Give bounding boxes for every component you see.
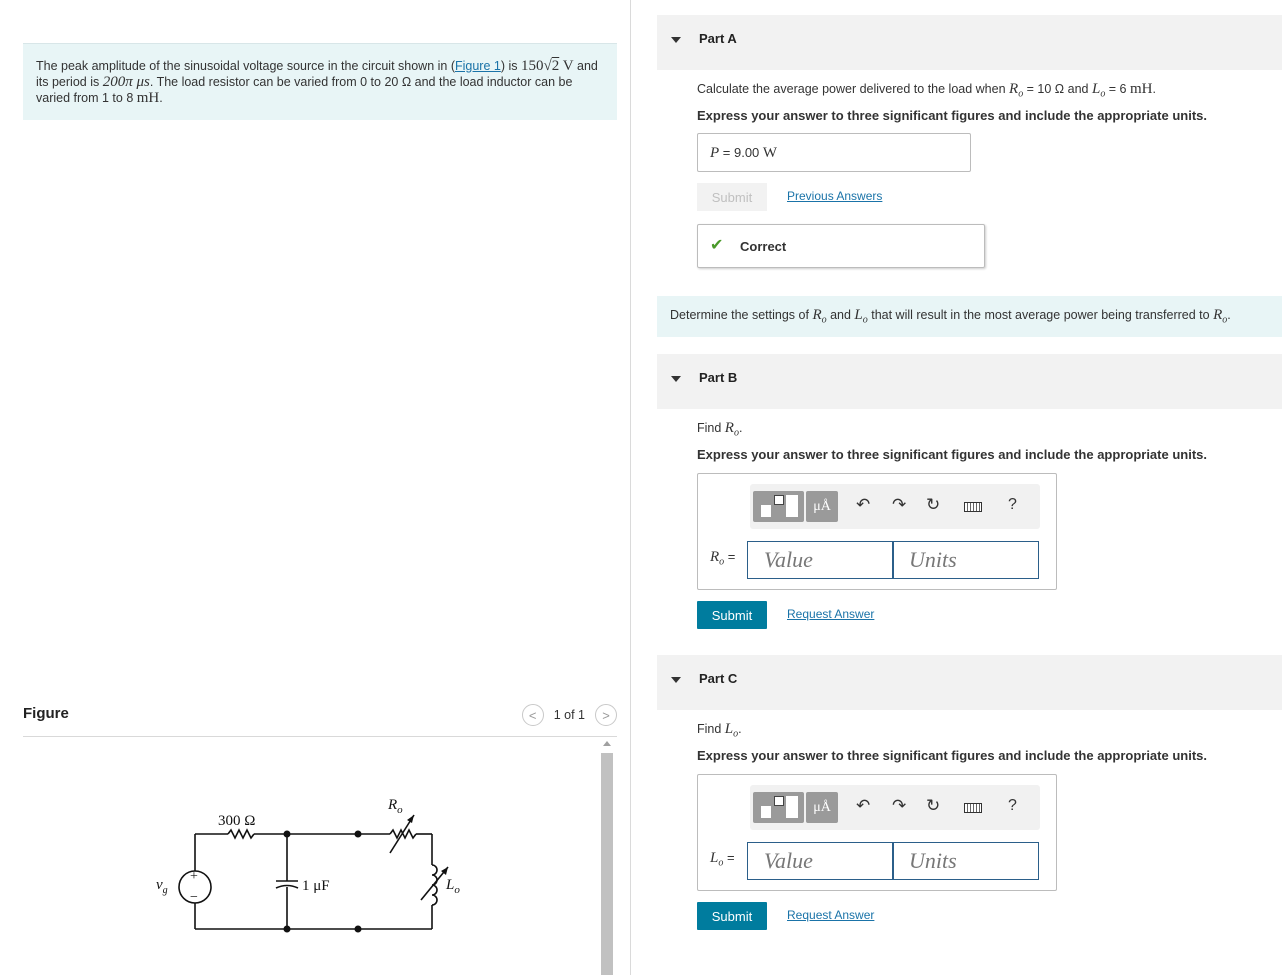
circuit-diagram [150, 785, 480, 945]
units-icon[interactable]: μÅ [806, 491, 838, 522]
pager-text: 1 of 1 [553, 708, 585, 722]
part-c-answer-editor [697, 774, 1057, 891]
value-input[interactable]: Value [747, 541, 894, 579]
r1-label: 300 Ω [218, 813, 256, 829]
l-value: = 6 [1105, 82, 1130, 96]
templates-icon[interactable] [753, 491, 804, 522]
part-a-answer [697, 133, 971, 172]
part-b-header[interactable] [657, 354, 1282, 409]
determine-instruction [657, 296, 1282, 337]
r-symbol: R [1009, 81, 1019, 97]
inductor-unit: mH [136, 90, 160, 106]
redo-icon[interactable]: ↷ [892, 495, 907, 514]
checkmark-icon: ✔ [710, 237, 724, 254]
part-c-instruction: Express your answer to three significant figures and include the appropriate units. [697, 748, 1207, 763]
help-icon[interactable]: ? [1008, 496, 1017, 513]
problem-intro [23, 43, 617, 120]
amp-unit: V [559, 58, 574, 74]
feedback-text: Correct [740, 239, 787, 254]
question-text: and [1064, 82, 1092, 96]
ro-label-sub: o [397, 804, 403, 816]
part-c-request-answer-link[interactable]: Request Answer [787, 908, 875, 922]
keyboard-icon[interactable] [964, 502, 982, 512]
r-symbol: R [812, 307, 822, 323]
intro-text: and its period is [36, 59, 598, 89]
vg-label [156, 877, 168, 896]
math-toolbar [750, 785, 1040, 830]
intro-text: The peak amplitude of the sinusoidal voltage source in the circuit shown in ( [36, 59, 455, 73]
ro-label-letter: R [388, 797, 398, 813]
collapse-triangle-icon[interactable] [671, 376, 681, 382]
chevron-right-icon: > [602, 707, 610, 723]
question-text: Find [697, 722, 725, 736]
redo-icon[interactable]: ↷ [892, 796, 907, 815]
l-subscript: o [862, 314, 868, 326]
answer-value: = 9.00 [719, 145, 763, 160]
part-c-submit-button[interactable]: Submit [697, 902, 767, 930]
part-a-header[interactable] [657, 15, 1282, 70]
reset-icon[interactable]: ↻ [926, 796, 941, 815]
r-subscript: o [1018, 88, 1024, 100]
column-divider [630, 0, 631, 975]
answer-variable: P [710, 145, 720, 161]
r-symbol: R [1213, 307, 1223, 323]
determine-text: that will result in the most average power being transferred to [867, 308, 1214, 322]
chevron-left-icon: < [528, 707, 537, 723]
units-input[interactable]: Units [892, 541, 1039, 579]
part-b-instruction: Express your answer to three significant figures and include the appropriate units. [697, 447, 1207, 462]
r-subscript: o [1222, 314, 1228, 326]
lo-label-letter: L [446, 877, 455, 893]
feedback-correct [697, 224, 985, 268]
part-a-label: Part A [699, 31, 737, 46]
minus-sign: − [190, 890, 198, 905]
r-subscript: o [733, 427, 739, 439]
figure-header [23, 704, 617, 737]
amplitude-value: 150√2 V [520, 58, 574, 74]
r-value: = 10 Ω [1023, 82, 1065, 96]
question-text: Calculate the average power delivered to the load when [697, 82, 1010, 96]
part-c-header[interactable] [657, 655, 1282, 710]
part-b-answer-editor [697, 473, 1057, 590]
prev-figure-button[interactable] [522, 704, 544, 726]
collapse-triangle-icon[interactable] [671, 677, 681, 683]
value-input[interactable]: Value [747, 842, 894, 880]
vg-label-sub: g [162, 885, 168, 896]
equals-sign: = [723, 850, 735, 865]
answer-unit: W [762, 145, 778, 161]
r-symbol: R [724, 420, 734, 436]
l-symbol: L [710, 850, 719, 866]
answer-variable-label [710, 549, 735, 568]
figure-title: Figure [23, 705, 69, 722]
r-subscript: o [719, 556, 725, 568]
plus-sign: + [190, 869, 198, 884]
amp-number: 150 [520, 58, 544, 74]
figure-1-link[interactable]: Figure 1 [454, 59, 501, 73]
question-text: . [738, 421, 743, 435]
l-symbol: L [724, 721, 734, 737]
part-c-label: Part C [699, 671, 738, 686]
capacitor-label: 1 μF [302, 878, 330, 894]
l-symbol: L [1091, 81, 1101, 97]
r-symbol: R [710, 549, 720, 565]
part-a-submit-button[interactable]: Submit [697, 183, 767, 211]
next-figure-button[interactable] [595, 704, 617, 726]
math-toolbar [750, 484, 1040, 529]
units-icon[interactable]: μÅ [806, 792, 838, 823]
intro-text: ) is [500, 59, 521, 73]
figure-scrollbar[interactable] [600, 741, 614, 975]
question-text: . [738, 722, 742, 736]
help-icon[interactable]: ? [1008, 797, 1017, 814]
question-text: . [1152, 82, 1156, 96]
l-subscript: o [1100, 88, 1106, 100]
part-b-label: Part B [699, 370, 738, 385]
undo-icon[interactable]: ↶ [856, 495, 871, 514]
undo-icon[interactable]: ↶ [856, 796, 871, 815]
templates-icon[interactable] [753, 792, 804, 823]
period-value: 200π μs [102, 74, 150, 90]
determine-text: Determine the settings of [670, 308, 813, 322]
r-subscript: o [821, 314, 827, 326]
lo-label [445, 877, 460, 896]
reset-icon[interactable]: ↻ [926, 495, 941, 514]
determine-text: and [826, 308, 855, 322]
part-b-submit-button[interactable]: Submit [697, 601, 767, 629]
l-subscript: o [718, 857, 724, 869]
part-c-question [697, 721, 742, 740]
equals-sign: = [724, 549, 736, 564]
previous-answers-link[interactable]: Previous Answers [787, 189, 883, 203]
l-subscript: o [733, 728, 739, 740]
collapse-triangle-icon[interactable] [671, 37, 681, 43]
ro-label [387, 797, 403, 816]
question-text: Find [697, 421, 725, 435]
amp-root: 2 [551, 58, 560, 74]
vg-label-letter: v [156, 877, 163, 893]
scroll-thumb[interactable] [601, 753, 613, 975]
keyboard-icon[interactable] [964, 803, 982, 813]
part-a-question [697, 81, 1156, 100]
part-a-instruction: Express your answer to three significant figures and include the appropriate units. [697, 108, 1207, 123]
scroll-up-icon[interactable] [603, 741, 611, 746]
answer-variable-label [710, 850, 735, 869]
part-b-question [697, 420, 742, 439]
intro-text: . [159, 91, 163, 105]
units-input[interactable]: Units [892, 842, 1039, 880]
lo-label-sub: o [454, 884, 460, 896]
figure-pager [522, 704, 617, 726]
determine-text: . [1227, 308, 1231, 322]
l-symbol: L [854, 307, 863, 323]
l-unit: mH [1129, 81, 1153, 97]
intro-text: . The load resistor can be varied from 0 to 20 Ω and the load inductor can be varied from 1 to 8 [36, 75, 573, 105]
part-b-request-answer-link[interactable]: Request Answer [787, 607, 875, 621]
